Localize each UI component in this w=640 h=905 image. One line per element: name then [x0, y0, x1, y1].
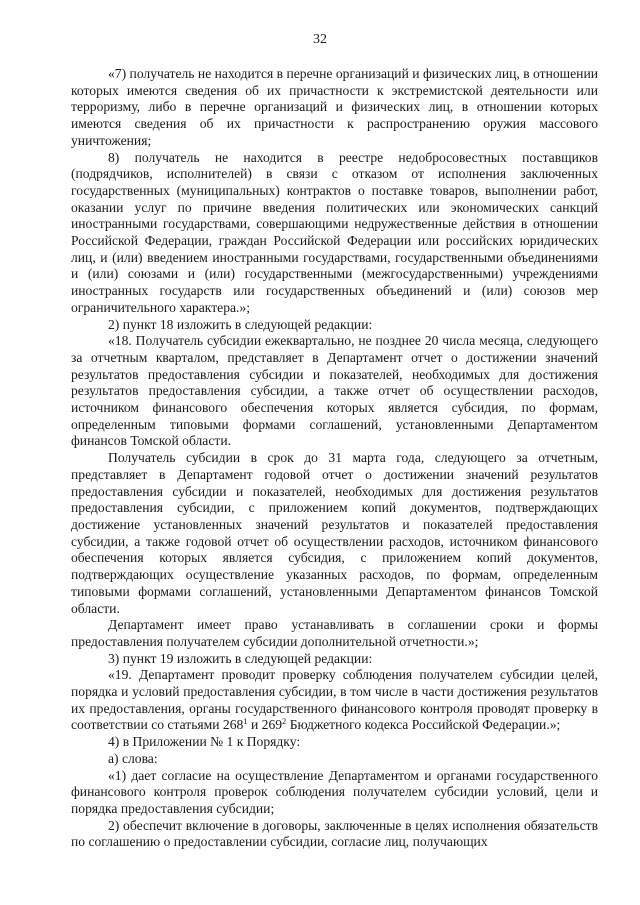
page-number: 32 — [313, 32, 327, 47]
article-269-superscript: 2 — [282, 716, 287, 727]
paragraph-point-19 — [71, 667, 598, 734]
paragraph-annual-report: Получатель субсидии в срок до 31 марта года, следующего за отчетным, представляет в Департамент годовой отчет о достижении значений результатов предоставления субсидии и показателей, необходимых для достижения результатов предоставления субсидии, с приложением копий документов, подтверждающих достижение установленных значений результатов и показателей предоставления субсидии, а также годовой отчет об осуществлении расходов, источником финансового обеспечения которых является субсидия, с приложением копий документов, подтверждающих осуществление указанных расходов, по формам, определенным типовыми формами соглашений, установленными Департаментом финансов Томской области. — [71, 450, 598, 616]
paragraph-item-8: 8) получатель не находится в реестре недобросовестных поставщиков (подрядчиков, исполнителей) в связи с отказом от исполнения заключенных государственных (муниципальных) контрактов о поставке товаров, выполнении работ, оказании услуг по причине введения политических или экономических санкций иностранными государствами, совершающими недружественные действия в отношении Российской Федерации, граждан Российской Федерации или российских юридических лиц, и (или) введением иностранными государствами, государственными объединениями и (или) союзами и (или) государственными (межгосударственными) учреждениями иностранных государств или государственных объединений и (или) союзов мер ограничительного характера.»; — [71, 149, 598, 315]
point-19-text-end: Бюджетного кодекса Российской Федерации.»; — [286, 717, 561, 733]
point-19-text-middle: и 269 — [247, 717, 283, 733]
paragraph-consent-2: 2) обеспечит включение в договоры, заключенные в целях исполнения обязательств по соглашению о предоставлении субсидии, согласие лиц, получающих — [71, 817, 598, 850]
point-19-text-start: «19. Департамент проводит проверку соблюдения получателем субсидии целей, порядка и условий предоставления субсидии, в том числе в части достижения результатов их предоставления, органы государственного финансового контроля проводят проверку в соответствии со статьями 268 — [71, 667, 598, 733]
article-268-superscript: 1 — [243, 716, 248, 727]
document-body — [71, 66, 598, 851]
paragraph-amend-point-18: 2) пункт 18 изложить в следующей редакции: — [108, 316, 373, 332]
paragraph-consent-1: «1) дает согласие на осуществление Департаментом и органами государственного финансового контроля проверок соблюдения получателем субсидии условий, цели и порядка предоставления субсидии; — [71, 767, 598, 816]
paragraph-additional-reporting: Департамент имеет право устанавливать в соглашении сроки и формы предоставления получателем субсидии дополнительной отчетности.»; — [71, 617, 598, 649]
paragraph-item-7: «7) получатель не находится в перечне организаций и физических лиц, в отношении которых имеются сведения об их причастности к экстремистской деятельности или терроризму, либо в перечне организаций и физических лиц, в отношении которых имеются сведения об их причастности к распространению оружия массового уничтожения; — [71, 66, 598, 148]
paragraph-point-18: «18. Получатель субсидии ежеквартально, не позднее 20 числа месяца, следующего за отчетным кварталом, представляет в Департамент отчет о достижении значений результатов предоставления субсидии и показателей, необходимых для достижения результатов предоставления субсидии, а также отчет об осуществлении расходов, источником финансового обеспечения которых является субсидия, по формам, определенным типовыми формами соглашений, установленными Департаментом финансов Томской области. — [71, 333, 598, 449]
paragraph-words-label: а) слова: — [108, 750, 158, 766]
paragraph-amend-point-19: 3) пункт 19 изложить в следующей редакции: — [108, 650, 373, 666]
paragraph-appendix-1: 4) в Приложении № 1 к Порядку: — [108, 734, 301, 750]
